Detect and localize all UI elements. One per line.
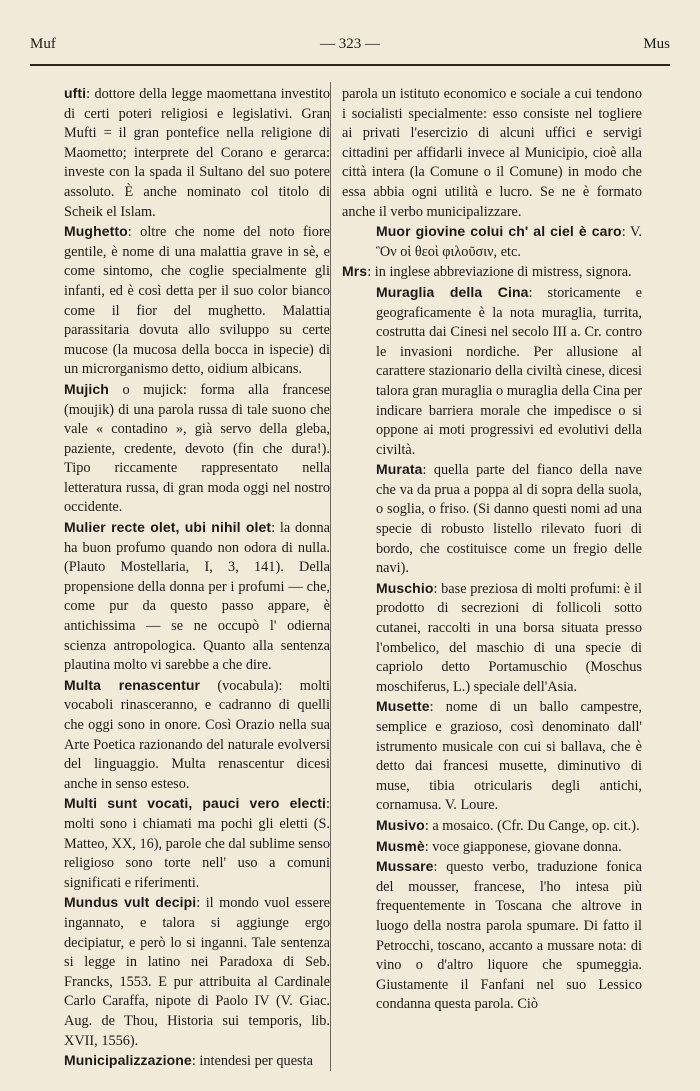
- left-column: [30, 84, 330, 1072]
- entry: Muraglia della Cina: storicamente e geograficamente è la nota muraglia, turrita, costrutta dai Cinesi nel secolo III a. Cr. contro le invasioni nordiche. Per allusione al carattere stazionario della civiltà cinese, dicesi talora gran muraglia o muraglia della Cina per indicare barriera morale che impedisce o si oppone ai moti progressivi ed evolutivi della civiltà.: [376, 283, 642, 458]
- entry: Multa renascentur (vocabula): molti vocaboli rinasceranno, e cadranno di quelli che oggi sono in onore. Così Orazio nella sua Arte Poetica razionando del naturale evolversi del linguaggio. Multa renascentur dicesi anche in senso esteso.: [64, 676, 330, 792]
- page-number: — 323 —: [320, 36, 380, 52]
- entry: Muor giovine colui ch' al ciel è caro: V. Ὃν οἱ θεοὶ φιλοῦσιν, etc.: [376, 223, 643, 260]
- entry: Musmè: voce giapponese, giovane donna.: [376, 837, 622, 855]
- entry: Mussare: questo verbo, traduzione fonica del mousser, francese, l'ho intesa più frequentemente in Toscana che altrove in luogo della nostra parola spumare. Di fatto il Petrocchi, toscano, accanto a mussare nota: di vino o d'altro liquore che spumeggia. Giustamente il Fanfani nel suo Lessico condanna questa parola. Ciò: [376, 858, 642, 1013]
- entry: Muschio: base preziosa di molti profumi: è il prodotto di secrezioni di follicoli sotto cutanei, raccolti in una borsa situata presso l'ombelico, del maschio di una specie di capriolo detto Portamuschio (Moschus moschiferus, L.) speciale dell'Asia.: [376, 579, 642, 695]
- right-column: [342, 84, 642, 1015]
- column-divider: [330, 82, 331, 1071]
- entry: Musette: nome di un ballo campestre, semplice e grazioso, così denominato dall' istrumento musicale con cui si ballava, che è detto dai francesi musette, diminutivo di muse, tibia otricularis degli antichi, cornamusa. V. Loure.: [376, 698, 642, 814]
- entry: Murata: quella parte del fianco della nave che va da prua a poppa al di sopra della suola, o soglia, o friso. (Si danno questi nomi ad una specie di robusto listello rilevato fuori di bordo, che costituisce come un fregio delle navi).: [376, 461, 642, 577]
- entry: ufti: dottore della legge maomettana investito di certi poteri religiosi e legislativi. Gran Mufti = il gran pontefice nella religione di Maometto; interprete del Corano e gerarca: investe con la spada il Sultano del suo potere assoluto. È anche nominato col titolo di Scheik el Islam.: [64, 85, 330, 220]
- header-rule: [30, 64, 670, 66]
- running-head-left: Muf: [30, 36, 56, 52]
- running-head-right: Mus: [643, 36, 670, 52]
- entry: Multi sunt vocati, pauci vero electi: molti sono i chiamati ma pochi gli eletti (S. Matteo, XX, 16), parole che dal sublime senso religioso sono torte nell' uso a comuni significati e riferimenti.: [64, 795, 331, 891]
- entry-continuation: parola un istituto economico e sociale a cui tendono i socialisti specialmente: esso consiste nel togliere ai privati l'esercizio di alcuni uffici e servigi cittadini per affidarli invece al Municipio, cioè alla città intera (la Comune o il Comune) in modo che essa abbia ogni utilità e lucro. Se ne è formato anche il verbo municipalizzare.: [342, 86, 642, 220]
- page-header: [30, 36, 670, 62]
- entry: Mrs: in inglese abbreviazione di mistress, signora.: [342, 263, 632, 281]
- entry: Mujich o mujick: forma alla francese (moujik) di una parola russa di tale suono che vale « contadino », già servo della gleba, paziente, credente, devoto (fin che dura!). Tipo riccamente rappresentato nella letteratura russa, di gran moda oggi nel nostro occidente.: [64, 380, 330, 516]
- entry: Mundus vult decipi: il mondo vuol essere ingannato, e talora si aggiunge ergo decipiatur, e però lo si inganni. Tale sentenza si legge in latino nei Paradoxa di Seb. Francks, 1553. E pur attribuita al Cardinale Carlo Caraffa, nipote di Paolo IV (V. Giac. Aug. de Thou, Historia sui temporis, lib. XVII, 1556).: [64, 894, 330, 1049]
- entry: Municipalizzazione: intendesi per questa: [64, 1052, 313, 1070]
- entry: Mughetto: oltre che nome del noto fiore gentile, è nome di una malattia grave in sè, e come sintomo, che coglie specialmente gli infanti, ed è così detta per il suo color bianco come il fior del mughetto. Malattia parassitaria dovuta allo sviluppo su certe mucose (la mucosa della bocca in ispecie) di un microrganismo detto, oidium albicans.: [64, 223, 330, 378]
- entry: Mulier recte olet, ubi nihil olet: la donna ha buon profumo quando non odora di nulla. (Plauto Mostellaria, I, 3, 141). Della propensione della donna per i profumi — che, come pur da questo passo appare, è antichissima — se ne occupò l' odierna scienza antropologica. Quanto alla sentenza plautina molto vi sarebbe a che dire.: [64, 519, 330, 674]
- entry: Musivo: a mosaico. (Cfr. Du Cange, op. cit.).: [376, 816, 640, 834]
